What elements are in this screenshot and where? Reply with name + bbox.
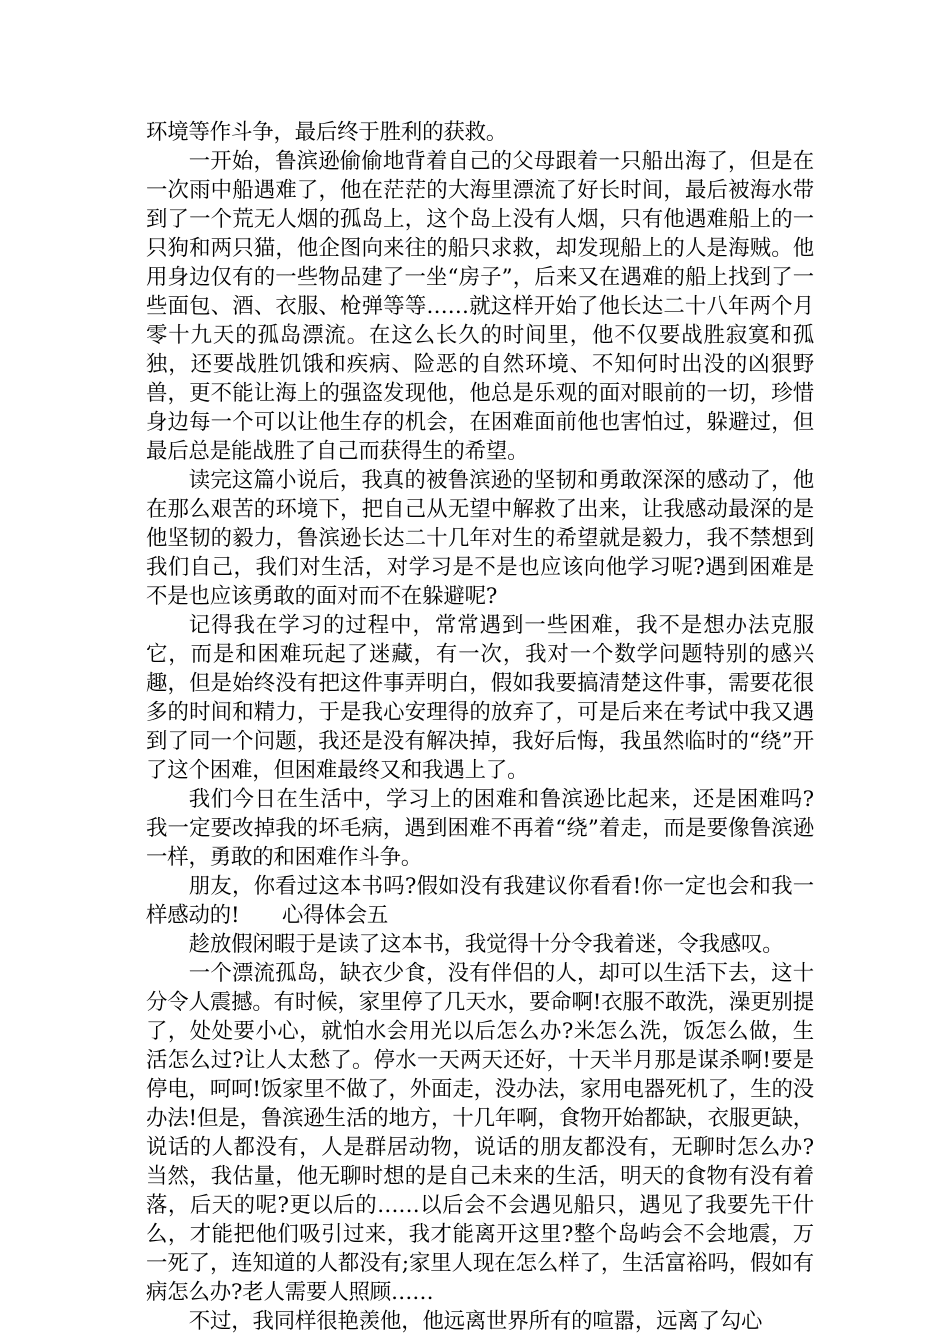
paragraph-6: 朋友，你看过这本书吗?假如没有我建议你看看!你一定也会和我一样感动的! 心得体会五 — [146, 874, 814, 928]
paragraph-2: 一开始，鲁滨逊偷偷地背着自己的父母跟着一只船出海了，但是在一次雨中船遇难了，他在茫茫的大海里漂流了好长时间，最后被海水带到了一个荒无人烟的孤岛上，这个岛上没有人烟，只有他遇难船上的一只狗和两只猫，他企图向来往的船只求救，却发现船上的人是海贼。他用身边仅有的一些物品建了一坐“房子”，后来又在遇难的船上找到了一些面包、酒、衣服、枪弹等等……就这样开始了他长达二十八年两个月零十九天的孤岛漂流。在这么长久的时间里，他不仅要战胜寂寞和孤独，还要战胜饥饿和疾病、险恶的自然环境、不知何时出没的凶狠野兽，更不能让海上的强盗发现他，他总是乐观的面对眼前的一切，珍惜身边每一个可以让他生存的机会，在困难面前他也害怕过，躲避过，但最后总是能战胜了自己而获得生的希望。 — [146, 149, 814, 464]
paragraph-9: 不过，我同样很艳羡他，他远离世界所有的喧嚣，远离了勾心 — [188, 1309, 763, 1334]
paragraph-3: 读完这篇小说后，我真的被鲁滨逊的坚韧和勇敢深深的感动了，他在那么艰苦的环境下，把自己从无望中解救了出来，让我感动最深的是他坚韧的毅力，鲁滨逊长达二十几年对生的希望就是毅力，我不禁想到我们自己，我们对生活，对学习是不是也应该向他学习呢?遇到困难是不是也应该勇敢的面对而不在躲避呢? — [146, 468, 814, 609]
paragraph-8: 一个漂流孤岛，缺衣少食，没有伴侣的人，却可以生活下去，这十分令人震撼。有时候，家里停了几天水，要命啊!衣服不敢洗，澡更别提了，处处要小心，就怕水会用光以后怎么办?米怎么洗，饭怎么做，生活怎么过?让人太愁了。停水一天两天还好，十天半月那是谋杀啊!要是停电，呵呵!饭家里不做了，外面走，没办法，家用电器死机了，生的没办法!但是，鲁滨逊生活的地方，十几年啊，食物开始都缺，衣服更缺，说话的人都没有，人是群居动物，说话的朋友都没有，无聊时怎么办?当然，我估量，他无聊时想的是自己未来的生活，明天的食物有没有着落，后天的呢?更以后的……以后会不会遇见船只，遇见了我要先干什么，才能把他们吸引过来，我才能离开这里?整个岛屿会不会地震，万一死了，连知道的人都没有;家里人现在怎么样了，生活富裕吗，假如有病怎么办?老人需要人照顾…… — [146, 961, 814, 1305]
paragraph-4: 记得我在学习的过程中，常常遇到一些困难，我不是想办法克服它，而是和困难玩起了迷藏，有一次，我对一个数学问题特别的感兴趣，但是始终没有把这件事弄明白，假如我要搞清楚这件事，需要花很多的时间和精力，于是我心安理得的放弃了，可是后来在考试中我又遇到了同一个问题，我还是没有解决掉，我好后悔，我虽然临时的“绕”开了这个困难，但困难最终又和我遇上了。 — [146, 613, 814, 783]
paragraph-5: 我们今日在生活中，学习上的困难和鲁滨逊比起来，还是困难吗?我一定要改掉我的坏毛病，遇到困难不再着“绕”着走，而是要像鲁滨逊一样，勇敢的和困难作斗争。 — [146, 787, 814, 870]
document-page — [146, 118, 814, 1336]
paragraph-1: 环境等作斗争，最后终于胜利的获救。 — [146, 120, 508, 145]
paragraph-7: 趁放假闲暇于是读了这本书，我觉得十分令我着迷，令我感叹。 — [188, 932, 784, 957]
